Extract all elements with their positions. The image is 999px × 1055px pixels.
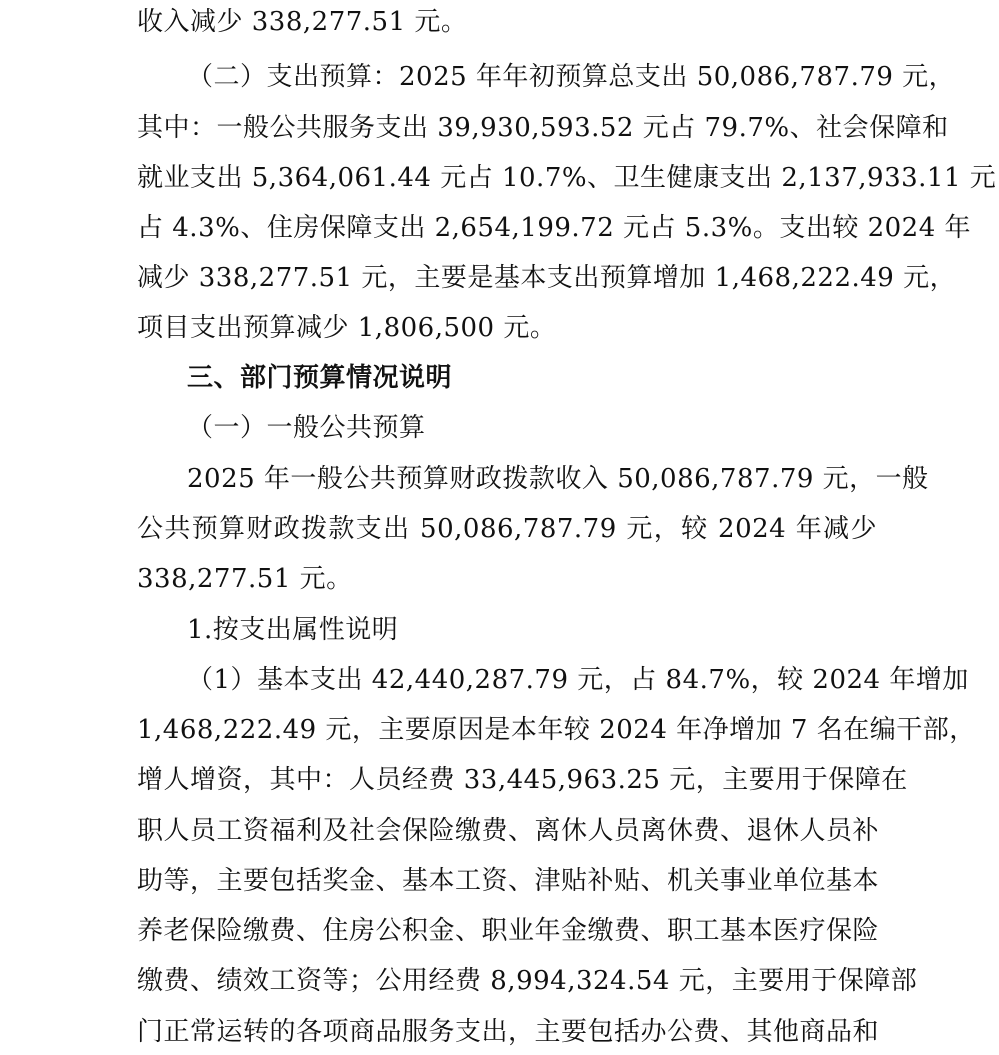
text-line: 助等，主要包括奖金、基本工资、津贴补贴、机关事业单位基本 [137,866,880,896]
section-heading: 三、部门预算情况说明 [187,363,453,393]
text-line: 职人员工资福利及社会保险缴费、离休人员离休费、退休人员补 [137,816,880,846]
text-line: 就业支出 5,364,061.44 元占 10.7%、卫生健康支出 2,137,933.11 元 [137,163,997,193]
text-line: 减少 338,277.51 元，主要是基本支出预算增加 1,468,222.49 元， [137,263,957,293]
text-line: （1）基本支出 42,440,287.79 元，占 84.7%，较 2024 年增加 [187,665,969,695]
text-line: 2025 年一般公共预算财政拨款收入 50,086,787.79 元，一般 [187,464,929,494]
text-line: （二）支出预算：2025 年年初预算总支出 50,086,787.79 元， [187,62,956,92]
text-line: 缴费、绩效工资等；公用经费 8,994,324.54 元，主要用于保障部 [137,966,918,996]
text-line: 门正常运转的各项商品服务支出，主要包括办公费、其他商品和 [137,1017,880,1047]
text-line: 增人增资，其中：人员经费 33,445,963.25 元，主要用于保障在 [137,765,908,795]
subsection-heading: （一）一般公共预算 [187,413,426,443]
text-line: 项目支出预算减少 1,806,500 元。 [137,313,557,343]
text-line: 其中：一般公共服务支出 39,930,593.52 元占 79.7%、社会保障和 [137,113,949,143]
text-line: 1,468,222.49 元，主要原因是本年较 2024 年净增加 7 名在编干部， [137,715,976,745]
text-line: 养老保险缴费、住房公积金、职业年金缴费、职工基本医疗保险 [137,916,880,946]
text-line: 占 4.3%、住房保障支出 2,654,199.72 元占 5.3%。支出较 2024 年 [137,213,972,243]
subsection-heading: 1.按支出属性说明 [187,615,399,645]
text-line: 338,277.51 元。 [137,564,353,594]
text-line: 收入减少 338,277.51 元。 [137,7,468,37]
text-line: 公共预算财政拨款支出 50,086,787.79 元，较 2024 年减少 [137,514,877,544]
